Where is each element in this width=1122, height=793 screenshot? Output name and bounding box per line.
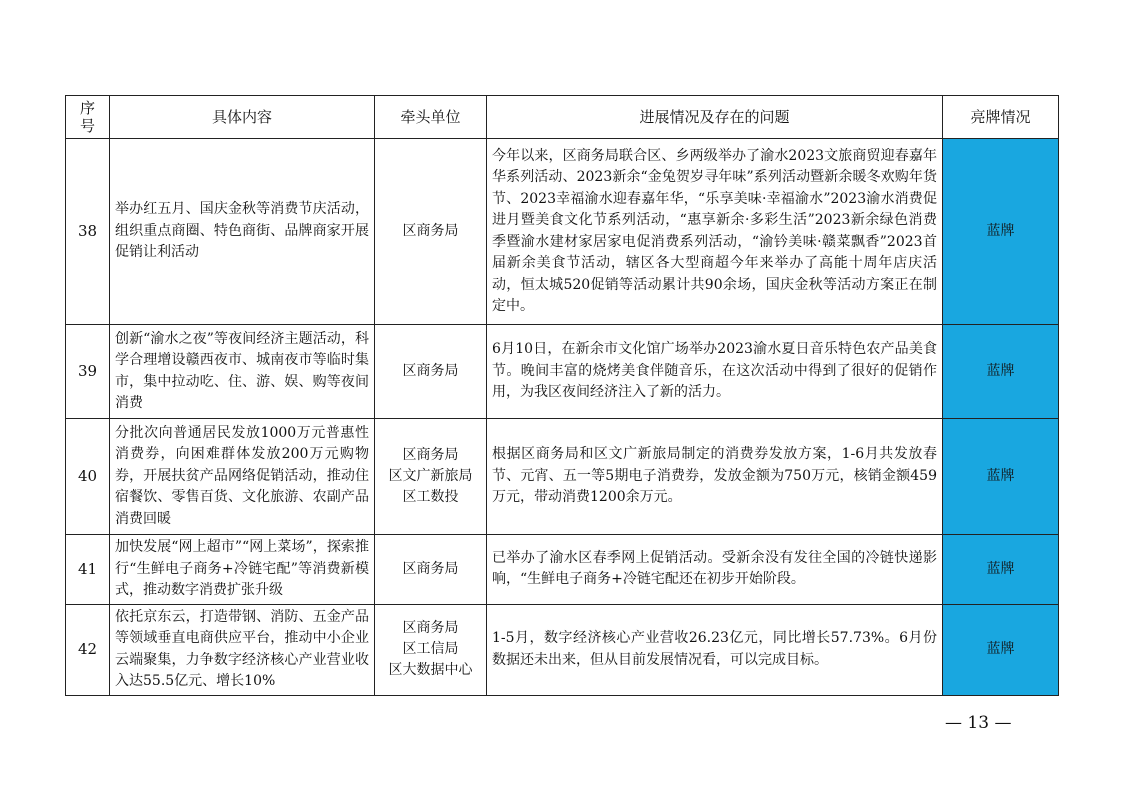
- unit-line: 区商务局: [402, 620, 459, 636]
- row-num: 42: [66, 604, 110, 695]
- unit-line: 区商务局: [402, 363, 459, 379]
- progress-table: [65, 95, 1059, 696]
- row-content: 依托京东云，打造带钢、消防、五金产品等领域垂直电商供应平台，推动中小企业云端聚集，力争数字经济核心产业营业收入达55.5亿元、增长10%: [110, 604, 375, 695]
- status-badge: 蓝牌: [943, 325, 1059, 419]
- row-progress: 1-5月，数字经济核心产业营收26.23亿元，同比增长57.73%。6月份数据还未出来，但从目前发展情况看，可以完成目标。: [487, 604, 943, 695]
- row-content: 创新“渝水之夜”等夜间经济主题活动，科学合理增设赣西夜市、城南夜市等临时集市，集中拉动吃、住、游、娱、购等夜间消费: [110, 325, 375, 419]
- page-number: — 13 —: [945, 713, 1012, 733]
- row-unit: [375, 604, 487, 695]
- status-badge: 蓝牌: [943, 604, 1059, 695]
- table-row: [66, 325, 1059, 419]
- header-progress: 进展情况及存在的问题: [487, 96, 943, 139]
- row-num: 41: [66, 535, 110, 605]
- row-content: 举办红五月、国庆金秋等消费节庆活动，组织重点商圈、特色商街、品牌商家开展促销让利活动: [110, 139, 375, 325]
- unit-line: 区商务局: [402, 447, 459, 463]
- row-num: 38: [66, 139, 110, 325]
- unit-line: 区工数投: [402, 489, 459, 505]
- header-unit: 牵头单位: [375, 96, 487, 139]
- row-content: 分批次向普通居民发放1000万元普惠性消费券，向困难群体发放200万元购物券，开展扶贫产品网络促销活动，推动住宿餐饮、零售百货、文化旅游、农副产品消费回暖: [110, 419, 375, 535]
- unit-line: 区商务局: [402, 223, 459, 239]
- table-header-row: [66, 96, 1059, 139]
- row-unit: [375, 419, 487, 535]
- row-num: 39: [66, 325, 110, 419]
- status-badge: 蓝牌: [943, 139, 1059, 325]
- status-badge: 蓝牌: [943, 535, 1059, 605]
- unit-line: 区工信局: [402, 641, 459, 657]
- row-progress: 6月10日，在新余市文化馆广场举办2023渝水夏日音乐特色农产品美食节。晚间丰富的烧烤美食伴随音乐，在这次活动中得到了很好的促销作用，为我区夜间经济注入了新的活力。: [487, 325, 943, 419]
- row-num: 40: [66, 419, 110, 535]
- row-unit: [375, 139, 487, 325]
- table-row: [66, 419, 1059, 535]
- table-row: [66, 535, 1059, 605]
- header-num: 序号: [66, 96, 110, 139]
- unit-line: 区文广新旅局: [388, 468, 473, 484]
- status-badge: 蓝牌: [943, 419, 1059, 535]
- row-progress: 今年以来，区商务局联合区、乡两级举办了渝水2023文旅商贸迎春嘉年华系列活动、2023新余“金兔贺岁寻年味”系列活动暨新余暖冬欢购年货节、2023幸福渝水迎春嘉年华，“乐享美味·幸福渝水”2023渝水消费促进月暨美食文化节系列活动，“惠享新余·多彩生活”2023新余绿色消费季暨渝水建材家居家电促消费系列活动，“渝钤美味·赣菜飘香”2023首届新余美食节活动，辖区各大型商超今年来举办了高能十周年店庆活动，恒太城520促销等活动累计共90余场，国庆金秋等活动方案正在制定中。: [487, 139, 943, 325]
- header-content: 具体内容: [110, 96, 375, 139]
- row-unit: [375, 325, 487, 419]
- row-progress: 已举办了渝水区春季网上促销活动。受新余没有发往全国的冷链快递影响，“生鲜电子商务+冷链宅配还在初步开始阶段。: [487, 535, 943, 605]
- unit-line: 区商务局: [402, 560, 459, 577]
- table-row: [66, 604, 1059, 695]
- header-status: 亮牌情况: [943, 96, 1059, 139]
- unit-line: 区大数据中心: [388, 662, 473, 678]
- row-progress: 根据区商务局和区文广新旅局制定的消费券发放方案，1-6月共发放春节、元宵、五一等5期电子消费券，发放金额为750万元，核销金额459万元，带动消费1200余万元。: [487, 419, 943, 535]
- row-unit: [375, 535, 487, 605]
- table-row: [66, 139, 1059, 325]
- row-content: 加快发展“网上超市”“网上菜场”，探索推行“生鲜电子商务+冷链宅配”等消费新模式，推动数字消费扩张升级: [110, 535, 375, 605]
